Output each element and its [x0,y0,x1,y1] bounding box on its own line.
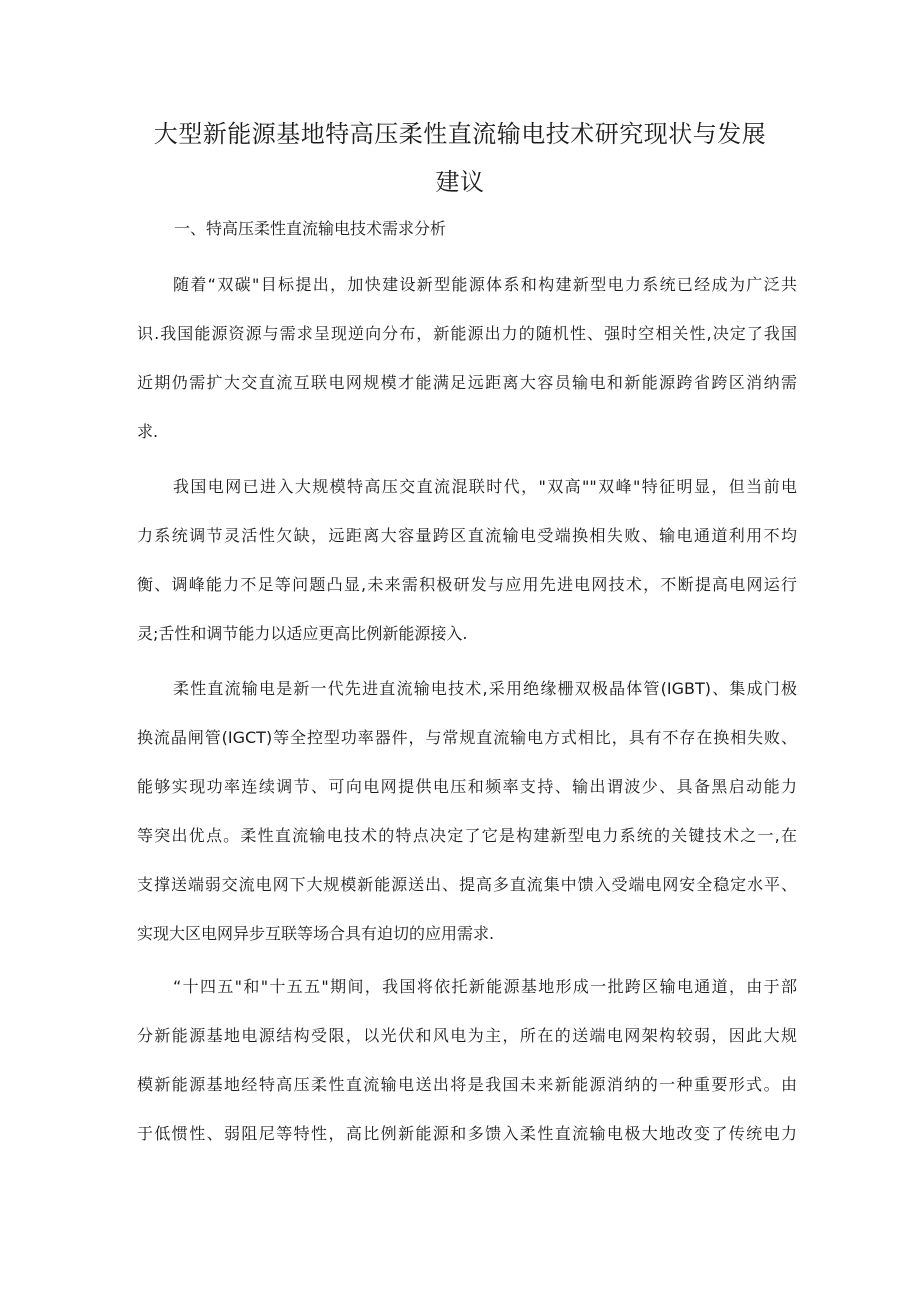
paragraph-line: 于低惯性、弱阻尼等特性，高比例新能源和多馈入柔性直流输电极大地改变了传统电力 [137,1124,797,1143]
paragraph-2 [137,462,797,658]
document-title [130,110,790,206]
paragraph-4 [137,962,797,1158]
paragraph-line: 柔性直流输电是新一代先进直流输电技术,采用绝缘栅双极晶体管(IGBT)、集成门极 [173,679,797,698]
title-line: 建议 [435,168,485,196]
paragraph-line: 力系统调节灵活性欠缺，远距离大容量跨区直流输电受端换相失败、输电通道利用不均 [137,526,797,545]
paragraph-line: 灵;舌性和调节能力以适应更高比例新能源接入. [137,624,468,643]
section-heading: 一、特高压柔性直流输电技术需求分析 [174,219,447,238]
paragraph-line: 换流晶闸管(IGCT)等全控型功率器件，与常规直流输电方式相比，具有不存在换相失败、 [137,728,797,747]
paragraph-line: 实现大区电网异步互联等场合具有迫切的应用需求. [137,924,495,943]
paragraph-line: “十四五"和"十五五"期间，我国将依托新能源基地形成一批跨区输电通道，由于部 [173,977,797,996]
paragraph-line: 我国电网已进入大规模特高压交直流混联时代，"双高""双峰"特征明显，但当前电 [173,477,797,496]
title-line: 大型新能源基地特高压柔性直流输电技术研究现状与发展 [153,120,767,148]
paragraph-line: 能够实现功率连续调节、可向电网提供电压和频率支持、输出谓波少、具备黑启动能力 [137,777,797,796]
paragraph-line: 模新能源基地经特高压柔性直流输电送出将是我国未来新能源消纳的一种重要形式。由 [137,1075,797,1094]
paragraph-line: 支撑送端弱交流电网下大规模新能源送出、提高多直流集中馈入受端电网安全稳定水平、 [137,875,797,894]
paragraph-line: 衡、调峰能力不足等问题凸显,未来需积极研发与应用先进电网技术，不断提高电网运行 [137,575,797,594]
paragraph-line: 等突出优点。柔性直流输电技术的特点决定了它是构建新型电力系统的关键技术之一,在 [137,826,797,845]
paragraph-line: 求. [137,422,159,441]
paragraph-line: 近期仍需扩大交直流互联电网规模才能满足远距离大容员输电和新能源跨省跨区消纳需 [137,373,797,392]
paragraph-3 [137,664,797,958]
paragraph-line: 分新能源基地电源结构受限，以光伏和风电为主，所在的送端电网架构较弱，因此大规 [137,1026,797,1045]
paragraph-1 [137,260,797,456]
paragraph-line: 随着“双碳"目标提出，加快建设新型能源体系和构建新型电力系统已经成为广泛共 [173,275,797,294]
paragraph-line: 识.我国能源资源与需求呈现逆向分布，新能源出力的随机性、强时空相关性,决定了我国 [137,324,797,343]
